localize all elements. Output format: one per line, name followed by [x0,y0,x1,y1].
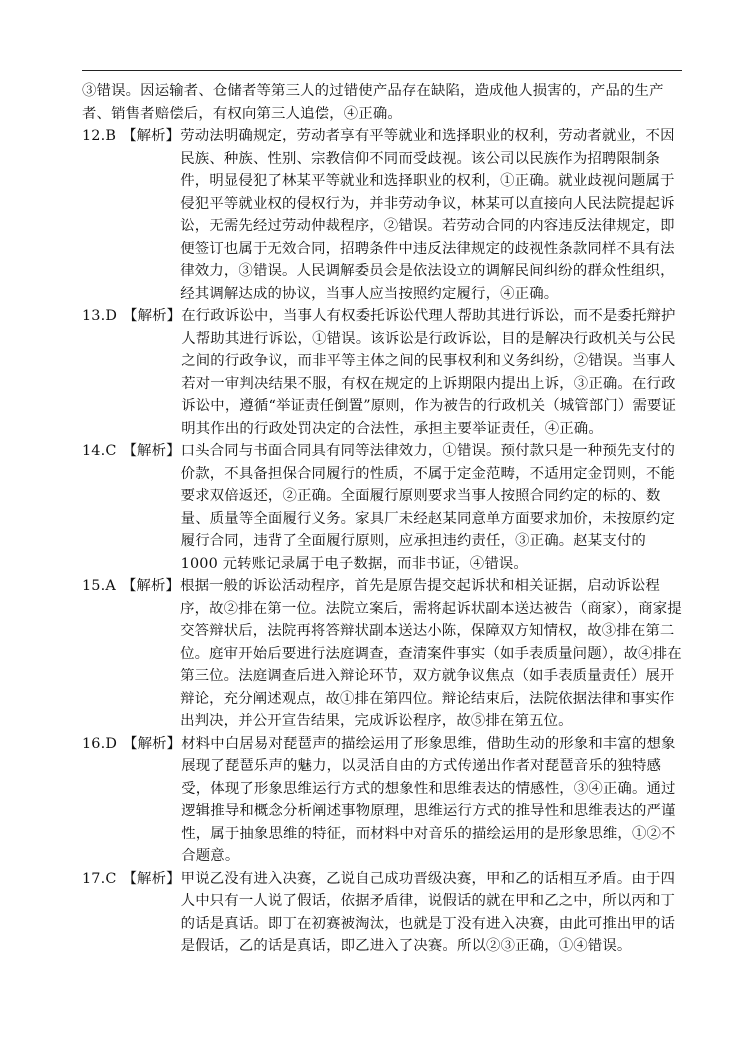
entry-number: 15.A 【解析】 [82,578,181,594]
answer-entry-13 [82,305,682,440]
answer-entry-14 [82,440,682,575]
intro-paragraph: ③错误。因运输者、仓储者等第三人的过错使产品存在缺陷，造成他人损害的，产品的生产者、销售者赔偿后，有权向第三人追偿，④正确。 [82,83,664,122]
entry-number: 12.B 【解析】 [82,128,181,144]
answer-document [82,80,682,958]
answer-entry-17 [82,868,682,958]
answer-entry-12 [82,125,682,305]
entry-number: 13.D 【解析】 [82,308,182,324]
answer-entry-16 [82,733,682,868]
entry-text: 根据一般的诉讼活动程序，首先是原告提交起诉状和相关证据，启动诉讼程序，故②排在第一位。法院立案后，需将起诉状副本送达被告（商家），商家提交答辩状后，法院再将答辩状副本送达小陈，保障双方知情权，故③排在第二位。庭审开始后要进行法庭调查，查清案件事实（如手表质量问题），故④排在第三位。法庭调查后进入辩论环节，双方就争议焦点（如手表质量责任）展开辩论，充分阐述观点，故①排在第四位。辩论结束后，法院依据法律和事实作出判决，并公开宣告结果，完成诉讼程序，故⑤排在第五位。 [180,578,682,729]
entry-number: 14.C 【解析】 [82,443,181,459]
entry-text: 在行政诉讼中，当事人有权委托诉讼代理人帮助其进行诉讼，而不是委托辩护人帮助其进行诉讼，①错误。该诉讼是行政诉讼，目的是解决行政机关与公民之间的行政争议，而非平等主体之间的民事权利和义务纠纷，②错误。当事人若对一审判决结果不服，有权在规定的上诉期限内提出上诉，③正确。在行政诉讼中，遵循“举证责任倒置”原则，作为被告的行政机关（城管部门）需要证明其作出的行政处罚决定的合法性，承担主要举证责任，④正确。 [181,308,677,437]
entry-text: 甲说乙没有进入决赛，乙说自己成功晋级决赛，甲和乙的话相互矛盾。由于四人中只有一人说了假话，依据矛盾律，说假话的就在甲和乙之中，所以丙和丁的话是真话。即丁在初赛被淘汰，也就是丁没有进入决赛，由此可推出甲的话是假话，乙的话是真话，即乙进入了决赛。所以②③正确，①④错误。 [180,870,676,954]
entry-number: 16.D 【解析】 [82,735,182,752]
answer-entry-15 [82,575,682,733]
entry-number: 17.C 【解析】 [82,870,181,887]
entry-text: 劳动法明确规定，劳动者享有平等就业和选择职业的权利，劳动者就业，不因民族、种族、性别、宗教信仰不同而受歧视。该公司以民族作为招聘限制条件，明显侵犯了林某平等就业和选择职业的权利，①正确。就业歧视问题属于侵犯平等就业权的侵权行为，并非劳动争议，林某可以直接向人民法院提起诉讼，无需先经过劳动仲裁程序，②错误。若劳动合同的内容违反法律规定，即便签订也属于无效合同，招聘条件中违反法律规定的歧视性条款同样不具有法律效力，③错误。人民调解委员会是依法设立的调解民间纠纷的群众性组织，经其调解达成的协议，当事人应当按照约定履行，④正确。 [180,128,675,302]
entry-text: 口头合同与书面合同具有同等法律效力，①错误。预付款只是一种预先支付的价款，不具备担保合同履行的性质，不属于定金范畴，不适用定金罚则，不能要求双倍返还，②正确。全面履行原则要求当事人按照合同约定的标的、数量、质量等全面履行义务。家具厂未经赵某同意单方面要求加价，未按原约定履行合同，违背了全面履行原则，应承担违约责任，③正确。赵某支付的 1000 元转账记录属于电子数据，而非书证，④错误。 [180,443,676,572]
entry-text: 材料中白居易对琵琶声的描绘运用了形象思维，借助生动的形象和丰富的想象展现了琵琶乐声的魅力，以灵活自由的方式传递出作者对琵琶音乐的独特感受，体现了形象思维运行方式的想象性和思维表达的情感性，③④正确。通过逻辑推导和概念分析阐述事物原理，思维运行方式的推导性和思维表达的严谨性，属于抽象思维的特征，而材料中对音乐的描绘运用的是形象思维，①②不合题意。 [181,735,676,864]
header-rule [82,70,682,71]
